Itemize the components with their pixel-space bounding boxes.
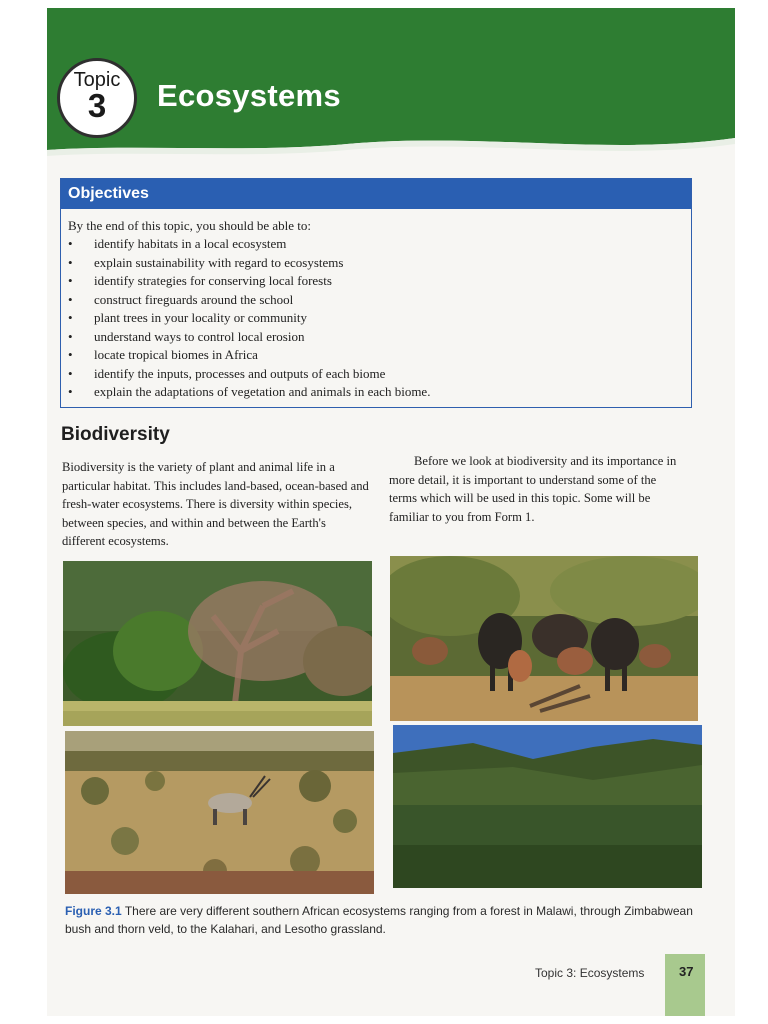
bullet-icon: • [68, 384, 73, 399]
objective-text: explain sustainability with regard to ecosystems [94, 254, 344, 270]
objective-text: explain the adaptations of vegetation and animals in each biome. [94, 384, 431, 399]
body-paragraph-left: Biodiversity is the variety of plant and animal life in a particular habitat. This includes land-based, ocean-based and fresh-water ecosystems. There is diversity within species, between species, and within and between the Earth's different ecosystems. [62, 460, 369, 548]
topic-header [47, 8, 735, 168]
objectives-heading: Objectives [61, 179, 691, 209]
objective-text: identify strategies for conserving local forests [94, 273, 332, 288]
objectives-box [60, 178, 692, 408]
list-item [68, 272, 691, 291]
figure-caption-text: There are very different southern African ecosystems ranging from a forest in Malawi, through Zimbabwean bush and thorn veld, to the Kalahari, and Lesotho grassland. [65, 904, 693, 936]
topic-word: Topic [73, 69, 121, 91]
objective-text: understand ways to control local erosion [94, 328, 305, 344]
bullet-icon: • [68, 236, 73, 251]
list-item [68, 309, 691, 328]
list-item [68, 383, 691, 402]
bullet-icon: • [68, 347, 73, 362]
objective-text: construct fireguards around the school [94, 291, 294, 307]
list-item [68, 291, 691, 310]
list-item [68, 235, 691, 254]
objective-text: identify habitats in a local ecosystem [94, 236, 287, 251]
oryx-photo [65, 731, 374, 894]
objectives-intro: By the end of this topic, you should be able to: [68, 218, 311, 233]
header-banner [47, 8, 735, 168]
figure-caption [65, 902, 695, 938]
bullet-icon: • [68, 291, 73, 307]
grassland-photo [393, 725, 702, 888]
running-footer: Topic 3: Ecosystems [535, 966, 645, 980]
body-paragraph-right: Before we look at biodiversity and its importance in more detail, it is important to understand some of the terms which will be used in this topic. Some will be familiar to you from Form 1. [389, 454, 677, 524]
wildebeest-photo [390, 556, 698, 721]
section-heading: Biodiversity [61, 424, 170, 445]
topic-number: 3 [87, 87, 107, 124]
objective-text: identify the inputs, processes and outputs of each biome [94, 365, 386, 381]
page-number: 37 [679, 964, 694, 979]
textbook-page [47, 8, 735, 1016]
list-item [68, 346, 691, 365]
objective-text: locate tropical biomes in Africa [94, 347, 258, 362]
list-item [68, 254, 691, 273]
bullet-icon: • [68, 254, 73, 270]
forest-photo [63, 561, 372, 726]
topic-badge [57, 58, 137, 138]
bullet-icon: • [68, 273, 73, 288]
objective-text: plant trees in your locality or community [94, 310, 308, 325]
bullet-icon: • [68, 310, 73, 325]
page-title: Ecosystems [157, 78, 341, 113]
list-item [68, 328, 691, 347]
list-item [68, 365, 691, 384]
bullet-icon: • [68, 365, 73, 381]
objectives-list [61, 235, 691, 402]
bullet-icon: • [68, 328, 73, 344]
figure-label: Figure 3.1 [65, 904, 122, 918]
